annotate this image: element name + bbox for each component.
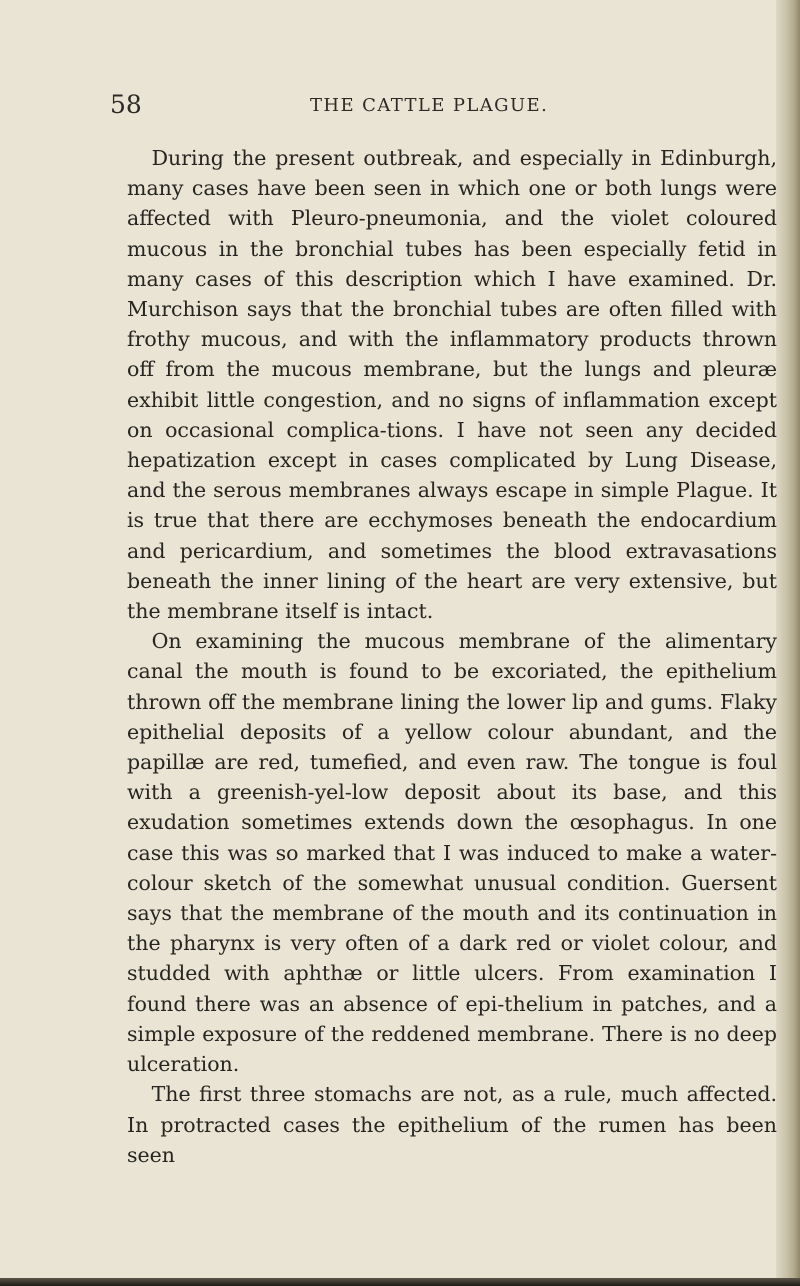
paragraph: During the present outbreak, and especially in Edinburgh, many cases have been seen in which one or both lungs were affected with Pleuro-pneumonia, and the violet coloured mucous in the bronchial tubes has been especially fetid in many cases of this description which I have examined. Dr. Murchison says that the bronchial tubes are often filled with frothy mucous, and with the inflammatory products thrown off from the mucous membrane, but the lungs and pleuræ exhibit little congestion, and no signs of inflammation except on occasional complica-tions. I have not seen any decided hepatization except in cases complicated by Lung Disease, and the serous membranes always escape in simple Plague. It is true that there are ecchymoses beneath the endocardium and pericardium, and sometimes the blood extravasations beneath the inner lining of the heart are very extensive, but the membrane itself is intact. — [127, 146, 777, 624]
page-bottom-edge — [0, 1278, 800, 1286]
paragraph: The first three stomachs are not, as a rule, much affected. In protracted cases the epithelium of the rumen has been seen — [127, 1082, 777, 1167]
page-number: 58 — [110, 90, 142, 119]
page-edge-shadow — [776, 0, 800, 1286]
body-text — [127, 143, 777, 1170]
paragraph: On examining the mucous membrane of the alimentary canal the mouth is found to be excoriated, the epithelium thrown off the membrane lining the lower lip and gums. Flaky epithelial deposits of a yellow colour abundant, and the papillæ are red, tumefied, and even raw. The tongue is foul with a greenish-yel-low deposit about its base, and this exudation sometimes extends down the œsophagus. In one case this was so marked that I was induced to make a water-colour sketch of the somewhat unusual condition. Guersent says that the membrane of the mouth and its continuation in the pharynx is very often of a dark red or violet colour, and studded with aphthæ or little ulcers. From examination I found there was an absence of epi-thelium in patches, and a simple exposure of the reddened membrane. There is no deep ulceration. — [127, 629, 777, 1077]
running-title: THE CATTLE PLAGUE. — [310, 95, 549, 116]
